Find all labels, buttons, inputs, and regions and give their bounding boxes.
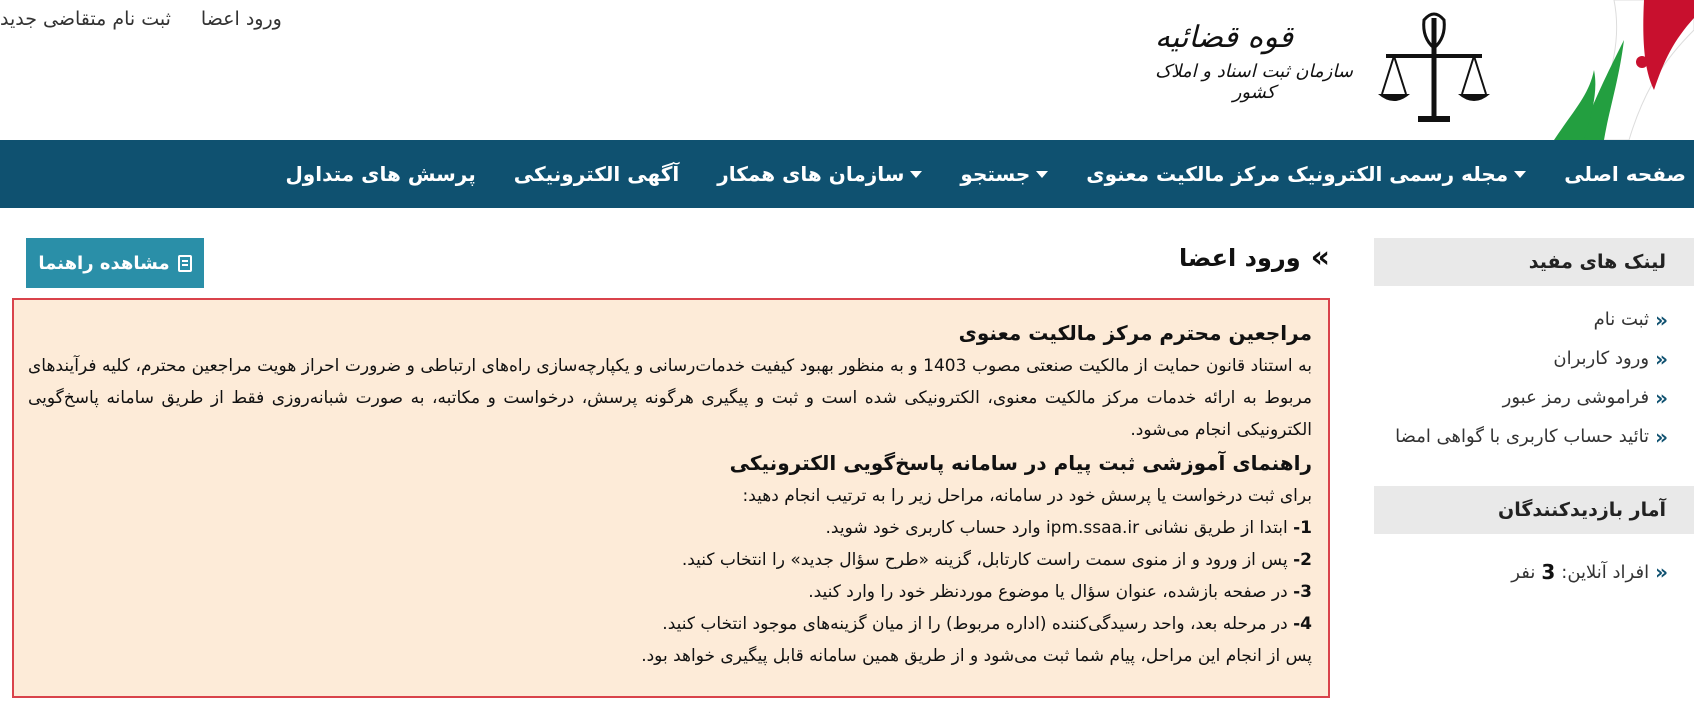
- sidebar-link-verify-certificate[interactable]: [1384, 421, 1668, 453]
- guide-step: [28, 608, 1312, 640]
- top-link-member-login[interactable]: ورود اعضا: [200, 8, 282, 30]
- sidebar-link-label: فراموشی رمز عبور: [1502, 387, 1650, 408]
- nav-item-label: مجله رسمی الکترونیک مرکز مالکیت معنوی: [1086, 162, 1509, 186]
- step-number: 4-: [1293, 614, 1312, 634]
- guide-step: [28, 544, 1312, 576]
- nav-item-faq[interactable]: [285, 162, 475, 186]
- nav-item-partners[interactable]: [717, 162, 922, 186]
- registry-org-name: سازمان ثبت اسناد و املاک کشور: [1155, 61, 1353, 103]
- org-logo-text: [1154, 20, 1354, 103]
- step-text: پس از ورود و از منوی سمت راست کارتابل، گزینه «طرح سؤال جدید» را انتخاب کنید.: [681, 550, 1288, 570]
- sidebar: [1374, 238, 1694, 584]
- nav-item-label: آگهی الکترونیکی: [513, 162, 680, 186]
- online-label: افراد آنلاین:: [1561, 561, 1650, 583]
- nav-item-label: صفحه اصلی: [1564, 162, 1686, 186]
- online-unit: نفر: [1511, 561, 1536, 583]
- double-chevron-icon: »: [1310, 240, 1330, 275]
- double-chevron-icon: «: [1655, 386, 1668, 410]
- nav-item-label: سازمان های همکار: [717, 162, 905, 186]
- sidebar-link-register[interactable]: [1384, 304, 1668, 336]
- scales-of-justice-icon: [1374, 8, 1494, 130]
- caret-down-icon: [1036, 171, 1048, 178]
- step-text: ابتدا از طریق نشانی ipm.ssaa.ir وارد حساب کاربری خود شوید.: [825, 518, 1288, 538]
- step-number: 2-: [1293, 550, 1312, 570]
- view-guide-label: مشاهده راهنما: [38, 252, 170, 274]
- nav-item-journal[interactable]: [1086, 162, 1526, 186]
- sidebar-link-label: تائید حساب کاربری با گواهی امضا: [1395, 426, 1650, 447]
- guide-step: [28, 512, 1312, 544]
- step-number: 1-: [1293, 518, 1312, 538]
- double-chevron-icon: «: [1655, 308, 1668, 332]
- visitor-stats-title: آمار بازدیدکنندگان: [1374, 486, 1694, 534]
- double-chevron-icon: «: [1655, 560, 1668, 584]
- book-icon: [178, 255, 192, 272]
- guide-intro: برای ثبت درخواست یا پرسش خود در سامانه، مراحل زیر را به ترتیب انجام دهید:: [742, 486, 1312, 506]
- nav-item-search[interactable]: [960, 162, 1048, 186]
- sidebar-link-label: ثبت نام: [1593, 309, 1650, 330]
- step-number: 3-: [1293, 582, 1312, 602]
- nav-item-label: پرسش های متداول: [285, 162, 476, 186]
- nav-item-notices[interactable]: [514, 162, 679, 186]
- notice-paragraph: به استناد قانون حمایت از مالکیت صنعتی مصوب 1403 و به منظور بهبود کیفیت خدمات‌رسانی و یکپارچه‌سازی راه‌های ارتباطی و ضرورت احراز هویت مراجعین محترم، کلیه فرآیندهای مربوط به ارائه خدمات مرکز مالکیت معنوی، الکترونیکی شده است و ثبت و پیگیری هرگونه پرسش، درخواست و مکاتبه، به صورت شبانه‌روزی فقط از طریق سامانه پاسخ‌گویی الکترونیکی انجام می‌شود.: [28, 356, 1313, 440]
- page-title: [1179, 240, 1330, 275]
- sidebar-link-user-login[interactable]: [1384, 343, 1668, 375]
- notice-box: [12, 298, 1330, 698]
- double-chevron-icon: «: [1655, 347, 1668, 371]
- caret-down-icon: [1514, 171, 1526, 178]
- judiciary-name: قوه قضائیه: [1154, 20, 1294, 55]
- notice-heading: مراجعین محترم مرکز مالکیت معنوی: [958, 321, 1312, 345]
- step-text: در مرحله بعد، واحد رسیدگی‌کننده (اداره مربوط) را از میان گزینه‌های موجود انتخاب کنید.: [662, 614, 1288, 634]
- online-count: 3: [1541, 560, 1556, 584]
- step-text: در صفحه بازشده، عنوان سؤال یا موضوع موردنظر خود را وارد کنید.: [808, 582, 1288, 602]
- guide-heading: راهنمای آموزشی ثبت پیام در سامانه پاسخ‌گویی الکترونیکی: [729, 451, 1312, 475]
- top-link-register[interactable]: ثبت نام متقاضی جدید: [0, 8, 171, 30]
- useful-links-title: لینک های مفید: [1374, 238, 1694, 286]
- site-header: [0, 0, 1694, 140]
- caret-down-icon: [910, 171, 922, 178]
- view-guide-button[interactable]: [26, 238, 204, 288]
- nav-item-home[interactable]: [1564, 162, 1686, 186]
- iran-flag-icon: [1494, 0, 1694, 140]
- sidebar-link-forgot-password[interactable]: [1384, 382, 1668, 414]
- page-title-text: ورود اعضا: [1179, 243, 1301, 272]
- nav-item-label: جستجو: [960, 162, 1031, 186]
- useful-links-list: [1374, 286, 1694, 470]
- main-navbar: [0, 140, 1694, 208]
- sidebar-link-label: ورود کاربران: [1553, 348, 1650, 369]
- guide-step: [28, 576, 1312, 608]
- top-links: [0, 8, 282, 30]
- double-chevron-icon: «: [1655, 425, 1668, 449]
- guide-closing: پس از انجام این مراحل، پیام شما ثبت می‌شود و از طریق همین سامانه قابل پیگیری خواهد بود.: [641, 646, 1312, 666]
- online-users: [1374, 534, 1694, 584]
